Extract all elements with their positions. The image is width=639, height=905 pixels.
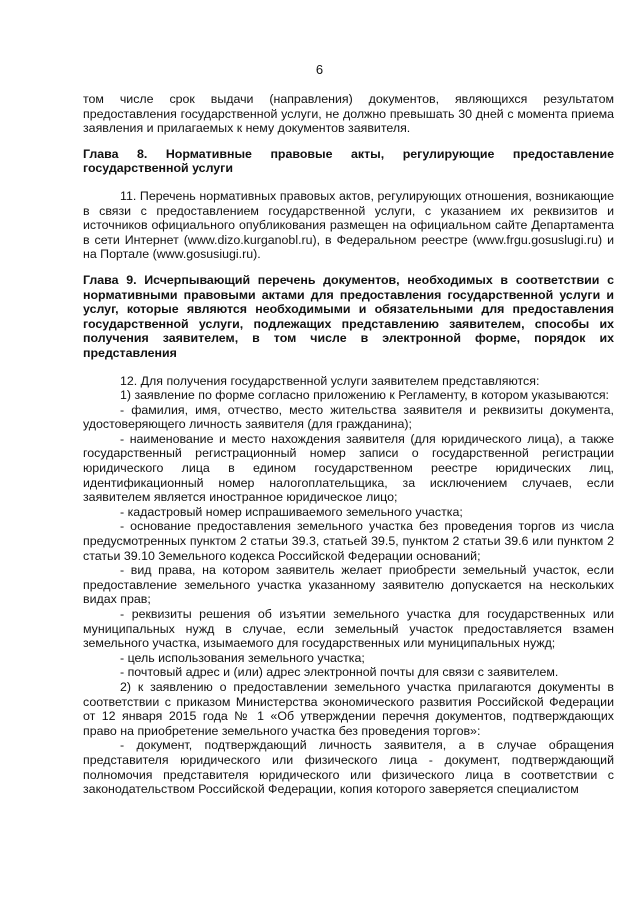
document-body <box>83 92 614 797</box>
paragraph-continuation: том числе срок выдачи (направления) документов, являющихся результатом предоставления государственной услуги, не должно превышать 30 дней с момента приема заявления и прилагаемых к нему документов заявителя. <box>83 92 614 136</box>
list-item: - кадастровый номер испрашиваемого земельного участка; <box>120 504 463 519</box>
list-item: - реквизиты решения об изъятии земельного участка для государственных или муниципальных нужд в случае, если земельный участок предоставляется взамен земельного участка, изымаемого для государственных или муниципальных нужд; <box>83 607 614 651</box>
paragraph-12-item-2: 2) к заявлению о предоставлении земельного участка прилагаются документы в соответствии с приказом Министерства экономического развития Российской Федерации от 12 января 2015 года № 1 «Об утверждении перечня документов, подтверждающих право на приобретение земельного участка без проведения торгов»: <box>83 679 614 738</box>
page-number: 6 <box>315 62 324 77</box>
list-item: - цель использования земельного участка; <box>120 650 365 665</box>
chapter-8-heading: Глава 8. Нормативные правовые акты, регулирующие предоставление государственной услуги <box>83 146 614 176</box>
chapter-9-heading: Глава 9. Исчерпывающий перечень документов, необходимых в соответствии с нормативными правовыми актами для предоставления государственной услуги и услуг, которые являются необходимыми и обязательными для предоставления государственной услуги, подлежащих представлению заявителем, способы их получения заявителем, в том числе в электронной форме, порядок их представления <box>83 272 614 360</box>
list-item: - основание предоставления земельного участка без проведения торгов из числа предусмотренных пунктом 2 статьи 39.3, статьей 39.5, пунктом 2 статьи 39.6 или пунктом 2 статьи 39.10 Земельного кодекса Российской Федерации оснований; <box>83 519 614 563</box>
list-item: - фамилия, имя, отчество, место жительства заявителя и реквизиты документа, удостоверяющего личность заявителя (для гражданина); <box>83 402 614 432</box>
paragraph-12: 12. Для получения государственной услуги заявителем представляются: <box>120 373 540 388</box>
list-item: - почтовый адрес и (или) адрес электронной почты для связи с заявителем. <box>120 665 559 680</box>
paragraph-11: 11. Перечень нормативных правовых актов, регулирующих отношения, возникающие в связи с предоставлением государственной услуги, с указанием их реквизитов и источников официального опубликования размещен на официальном сайте Департамента в сети Интернет (www.dizo.kurganobl.ru), в Федеральном реестре (www.frgu.gosuslugi.ru) и на Портале (www.gosusiugi.ru). <box>83 188 614 262</box>
list-item: - документ, подтверждающий личность заявителя, а в случае обращения представителя юридического или физического лица - документ, подтверждающий полномочия представителя юридического или физического лица в соответствии с законодательством Российской Федерации, копия которого заверяется специалистом <box>83 738 614 797</box>
paragraph-12-item-1: 1) заявление по форме согласно приложению к Регламенту, в котором указываются: <box>120 388 610 403</box>
list-item: - наименование и место нахождения заявителя (для юридического лица), а также государственный регистрационный номер записи о государственной регистрации юридического лица в едином государственном реестре юридических лиц, идентификационный номер налогоплательщика, за исключением случаев, если заявителем является иностранное юридическое лицо; <box>83 431 614 505</box>
list-item: - вид права, на котором заявитель желает приобрести земельный участок, если предоставление земельного участка указанному заявителю допускается на нескольких видах прав; <box>83 563 614 607</box>
